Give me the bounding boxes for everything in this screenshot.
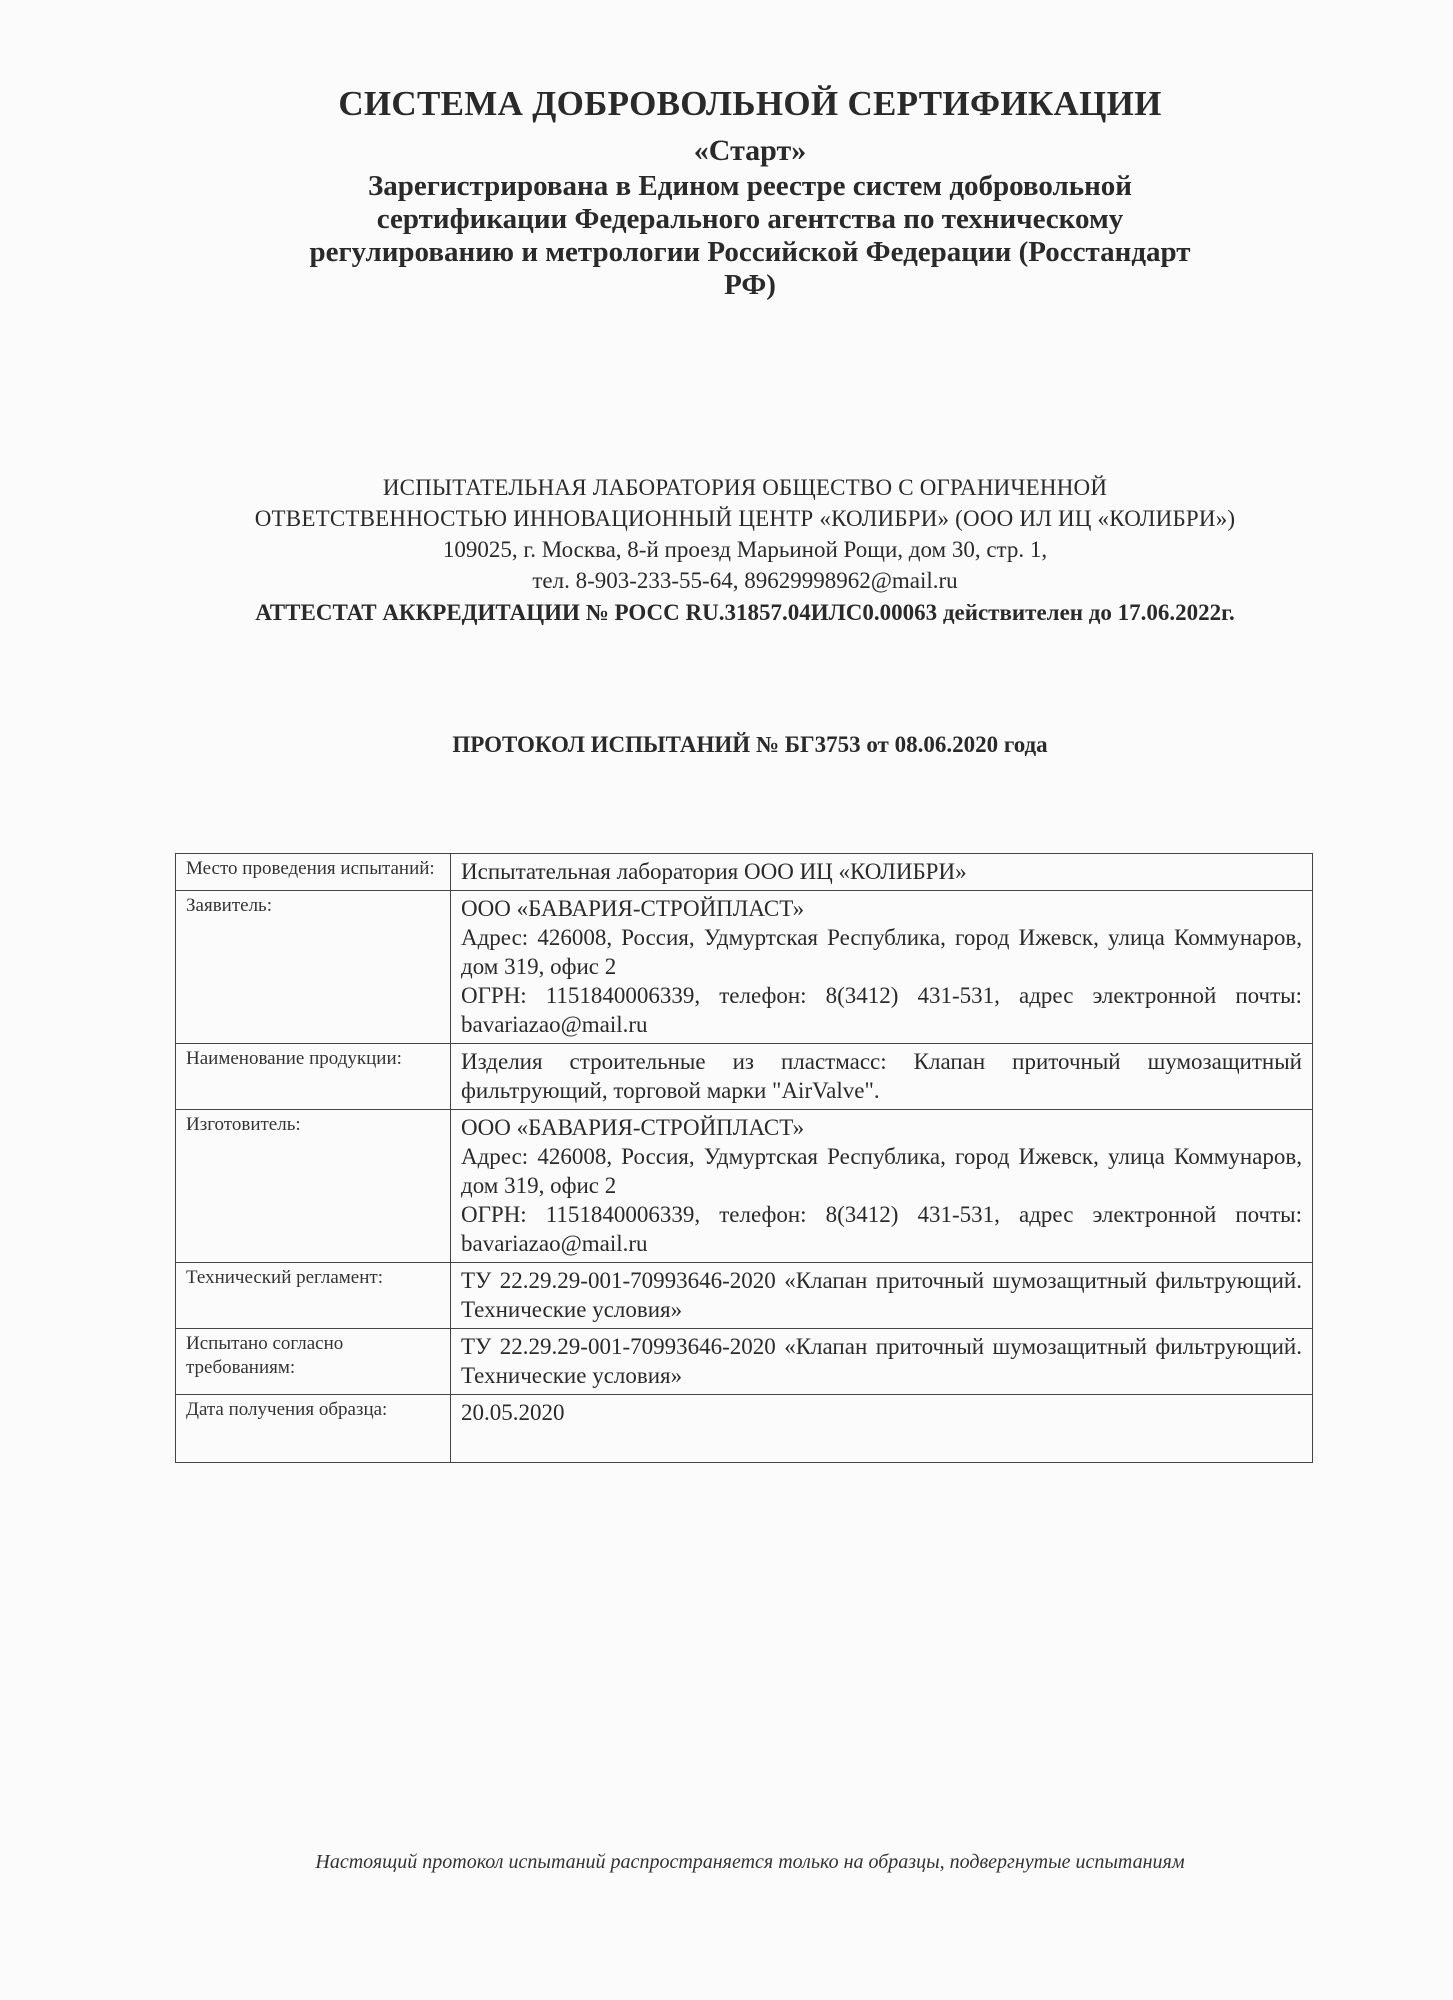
row-label: Заявитель:: [176, 891, 451, 1044]
value-line: Испытательная лаборатория ООО ИЦ «КОЛИБРИ»: [461, 859, 967, 884]
value-line: Адрес: 426008, Россия, Удмуртская Республика, город Ижевск, улица Коммунаров, дом 319, офис 2: [461, 925, 1302, 979]
value-line: ТУ 22.29.29-001-70993646-2020 «Клапан приточный шумозащитный фильтрующий. Технические условия»: [461, 1268, 1302, 1322]
value-line: Адрес: 426008, Россия, Удмуртская Республика, город Ижевск, улица Коммунаров, дом 319, офис 2: [461, 1144, 1302, 1198]
value-line: ОГРН: 1151840006339, телефон: 8(3412) 431-531, адрес электронной почты: bavariazao@mail.ru: [461, 1202, 1302, 1256]
laboratory-block: [150, 472, 1340, 630]
row-value: [451, 1044, 1313, 1110]
row-label: Наименование продукции:: [176, 1044, 451, 1110]
lab-contacts: тел. 8-903-233-55-64, 89629998962@mail.ru: [532, 568, 958, 593]
row-value: [451, 1395, 1313, 1463]
footnote: Настоящий протокол испытаний распространяется только на образцы, подвергнутые испытаниям: [315, 1851, 1185, 1873]
row-value: [451, 1110, 1313, 1263]
value-line: ОГРН: 1151840006339, телефон: 8(3412) 431-531, адрес электронной почты: bavariazao@mail.ru: [461, 983, 1302, 1037]
row-value: [451, 1263, 1313, 1329]
row-label: Испытано согласно требованиям:: [176, 1329, 451, 1395]
table-row: [176, 1329, 1313, 1395]
system-name: «Старт»: [693, 134, 807, 167]
accreditation-text: АТТЕСТАТ АККРЕДИТАЦИИ № РОСС RU.31857.04ИЛС0.00063 действителен до 17.06.2022г.: [255, 600, 1235, 625]
table-row: [176, 854, 1313, 891]
table-row: [176, 1263, 1313, 1329]
row-value: [451, 1329, 1313, 1395]
row-label: Технический регламент:: [176, 1263, 451, 1329]
row-value: [451, 854, 1313, 891]
value-line: ООО «БАВАРИЯ-СТРОЙПЛАСТ»: [461, 896, 805, 921]
system-title: СИСТЕМА ДОБРОВОЛЬНОЙ СЕРТИФИКАЦИИ: [338, 84, 1162, 123]
value-line: ТУ 22.29.29-001-70993646-2020 «Клапан приточный шумозащитный фильтрующий. Технические условия»: [461, 1334, 1302, 1388]
table-row: [176, 1044, 1313, 1110]
registration-text: Зарегистрирована в Едином реестре систем добровольной сертификации Федерального агентства по техническому регулированию и метрологии Российской Федерации (Росстандарт РФ): [309, 170, 1191, 301]
table-row: [176, 1110, 1313, 1263]
row-label: Изготовитель:: [176, 1110, 451, 1263]
lab-name-line1: ИСПЫТАТЕЛЬНАЯ ЛАБОРАТОРИЯ ОБЩЕСТВО С ОГРАНИЧЕННОЙ: [382, 475, 1108, 500]
row-value: [451, 891, 1313, 1044]
certification-system-header: [170, 82, 1330, 302]
lab-address: 109025, г. Москва, 8-й проезд Марьиной Рощи, дом 30, стр. 1,: [442, 537, 1048, 562]
row-label: Место проведения испытаний:: [176, 854, 451, 891]
value-line: ООО «БАВАРИЯ-СТРОЙПЛАСТ»: [461, 1115, 805, 1140]
value-line: 20.05.2020: [461, 1400, 565, 1425]
value-line: Изделия строительные из пластмасс: Клапан приточный шумозащитный фильтрующий, торговой марки "AirValve".: [461, 1049, 1302, 1103]
protocol-title: ПРОТОКОЛ ИСПЫТАНИЙ № БГ3753 от 08.06.2020 года: [452, 732, 1048, 757]
table-row: [176, 891, 1313, 1044]
row-label: Дата получения образца:: [176, 1395, 451, 1463]
lab-name-line2: ОТВЕТСТВЕННОСТЬЮ ИННОВАЦИОННЫЙ ЦЕНТР «КОЛИБРИ» (ООО ИЛ ИЦ «КОЛИБРИ»): [254, 506, 1236, 531]
table-row: [176, 1395, 1313, 1463]
protocol-info-table: [175, 853, 1313, 1463]
